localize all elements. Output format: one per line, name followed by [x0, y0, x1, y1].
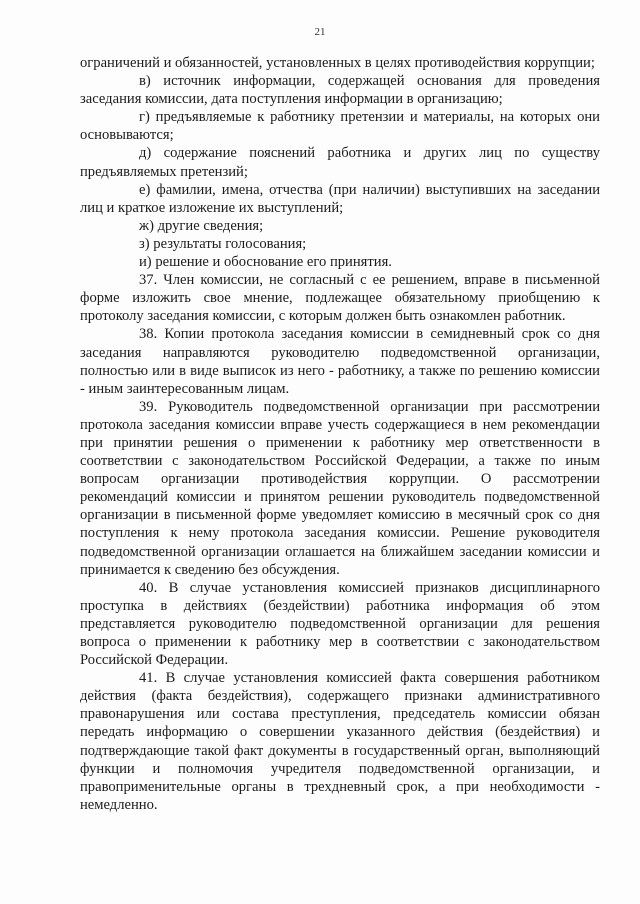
paragraph-37: 37. Член комиссии, не согласный с ее решением, вправе в письменной форме изложить свое мнение, подлежащее обязательному приобщению к протоколу заседания комиссии, с которым должен быть ознакомлен работник.	[80, 272, 600, 325]
paragraph-item-g: г) предъявляемые к работнику претензии и материалы, на которых они основываются;	[80, 109, 600, 144]
paragraph-40: 40. В случае установления комиссией признаков дисциплинарного проступка в действиях (бездействии) работника информация об этом представляется руководителю подведомственной организации для решения вопроса о применении к работнику мер в соответствии с законодательством Российской Федерации.	[80, 579, 600, 669]
document-body	[80, 54, 600, 814]
paragraph-41: 41. В случае установления комиссией факта совершения работником действия (факта бездействия), содержащего признаки административного правонарушения или состава преступления, председатель комиссии обязан передать информацию о совершении указанного действия (бездействия) и подтверждающие такой факт документы в государственный орган, выполняющий функции и полномочия учредителя подведомственной организации, и правоприменительные органы в трехдневный срок, а при необходимости - немедленно.	[80, 670, 600, 813]
paragraph-item-i: и) решение и обоснование его принятия.	[139, 254, 392, 271]
paragraph-continuation: ограничений и обязанностей, установленных в целях противодействия коррупции;	[80, 55, 595, 71]
page-number: 21	[314, 26, 326, 38]
paragraph-item-z: з) результаты голосования;	[139, 235, 307, 252]
paragraph-item-v: в) источник информации, содержащей основания для проведения заседания комиссии, дата поступления информации в организацию;	[80, 73, 600, 108]
paragraph-38: 38. Копии протокола заседания комиссии в семидневный срок со дня заседания направляются руководителю подведомственной организации, полностью или в виде выписок из него - работнику, а также по решению комиссии - иным заинтересованным лицам.	[80, 326, 600, 397]
paragraph-item-zh: ж) другие сведения;	[139, 217, 264, 234]
paragraph-item-d: д) содержание пояснений работника и других лиц по существу предъявляемых претензий;	[80, 145, 600, 180]
paragraph-39: 39. Руководитель подведомственной организации при рассмотрении протокола заседания комиссии вправе учесть содержащиеся в нем рекомендации при принятии решения о применении к работнику мер ответственности в соответствии с законодательством Российской Федерации, а также по иным вопросам организации противодействия коррупции. О рассмотрении рекомендаций комиссии и принятом решении руководитель подведомственной организации в письменной форме уведомляет комиссию в месячный срок со дня поступления к нему протокола заседания комиссии. Решение руководителя подведомственной организации оглашается на ближайшем заседании комиссии и принимается к сведению без обсуждения.	[80, 398, 600, 578]
paragraph-item-e: е) фамилии, имена, отчества (при наличии) выступивших на заседании лиц и краткое изложение их выступлений;	[80, 181, 600, 216]
